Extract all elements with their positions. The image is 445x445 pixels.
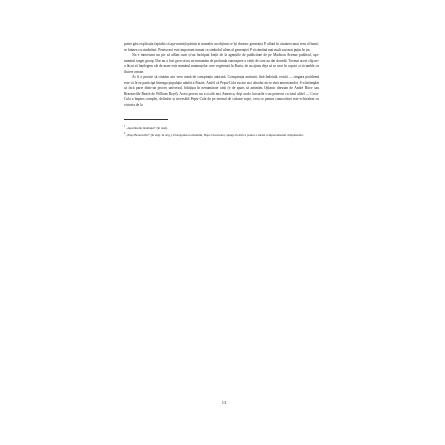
body-paragraph-1: putea găsi explicația faptului că aşa-numiții părinți ai numelor au obținut ce își doreau: generația P, aflată în căutarea unui sens al lumii, se hrănea cu simboluri. Pentru noi este important numai ca simbolul ultim al generației P să rămână mai mult sau mai puțin în joc.	[124, 42, 319, 52]
footnote-1-text: „Apucăturile maimuței“ (în rusă).	[126, 125, 168, 130]
body-paragraph-3: Ar fi o prostie să căutăm aici vreo urmă de conspirație antirusă. Conspirația antirusă, fără îndoială, există — singura problemă este că la ea participă întreaga populație adultă a Rusiei. Astfel că Pepsi-Cola nu are aici absolut nicio vină americanilor. S-a întâmplat să facă parte dintr-un proces universal, înfățișat în nenumărate cărți (e de ajuns să amintim Ojdanic obezian de André Bitov sau Brazzaville Beach de William Boyd). Acest proces nu a ocolit nici America, deşi acolo lucrurile s-au petrecut cu totul altfel — Coca-Cola a împins complet, definitiv și irevesibil Pepsi-Cola de pe terenul de culoare roşie, ceea ce pentru cunoscători este echivalent cu victoria de la	[124, 75, 319, 108]
page-number: 13	[221, 400, 227, 405]
footnotes	[124, 125, 319, 138]
footnote-separator	[124, 119, 168, 120]
body-text	[124, 42, 319, 109]
footnote-2-text: „Plaja Brazzaville“ (în engl. în orig.). Protagonista romanului, Hope Clearwater, ajunge în Africa pentru a studia comportamentul cimpanzeilor.	[126, 132, 304, 137]
footnote-1	[124, 125, 319, 131]
footnote-1-marker: 1	[124, 124, 126, 128]
text-column	[124, 42, 319, 139]
body-paragraph-2: Nu e interesant un pic să aflăm cum și-au închipuit bieții de la agențiile de publicitate de pe Madison Avenue publicul, aşa-numitul target group. Dar nu a fost greu să nu ne minunăm de profunda cunoaştere a vieții de care au dat dovadă. Tocmai acest clip ne-a făcut să înțelegem cât de mare este numărul maimuțelor care vegetează în Rusia, de au ajuns deja să se urce în copaci și să umble cu fluiere ornate.	[124, 53, 319, 74]
footnote-2	[124, 132, 319, 138]
footnote-2-marker: 2	[124, 131, 126, 135]
